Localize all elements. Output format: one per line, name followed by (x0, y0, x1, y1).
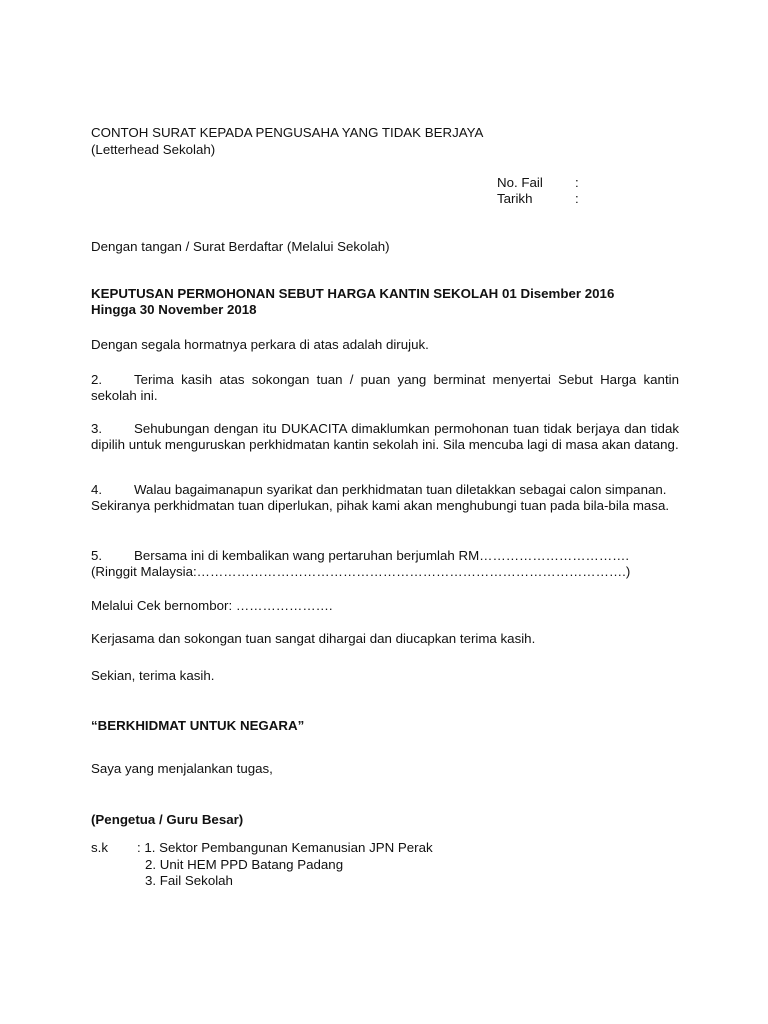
intro-paragraph: Dengan segala hormatnya perkara di atas adalah dirujuk. (91, 337, 429, 352)
delivery-method: Dengan tangan / Surat Berdaftar (Melalui Sekolah) (91, 239, 390, 254)
paragraph-5-amount: Bersama ini di kembalikan wang pertaruhan berjumlah RM……………………………. (134, 548, 630, 563)
paragraph-2 (91, 372, 679, 404)
paragraph-2-text: Terima kasih atas sokongan tuan / puan yang berminat menyertai Sebut Harga kantin sekolah ini. (91, 372, 679, 403)
sk-item-2: 2. Unit HEM PPD Batang Padang (145, 857, 344, 872)
sk-label: s.k (91, 840, 108, 855)
file-number-row (497, 175, 579, 191)
sk-item-1: : 1. Sektor Pembangunan Kemanusian JPN Perak (137, 840, 433, 855)
motto: “BERKHIDMAT UNTUK NEGARA” (91, 718, 305, 733)
paragraph-5-line-1 (91, 548, 711, 564)
subject-line-2: Hingga 30 November 2018 (91, 302, 257, 317)
sk-item-3: 3. Fail Sekolah (145, 873, 233, 888)
date-label: Tarikh (497, 191, 533, 206)
file-number-label: No. Fail (497, 175, 543, 190)
paragraph-4-number: 4. (91, 482, 103, 497)
letter-title: CONTOH SURAT KEPADA PENGUSAHA YANG TIDAK BERJAYA (91, 125, 484, 140)
signatory: (Pengetua / Guru Besar) (91, 812, 244, 827)
paragraph-3-number: 3. (91, 421, 103, 436)
paragraph-3 (91, 421, 679, 453)
paragraph-4-text: Walau bagaimanapun syarikat dan perkhidmatan tuan diletakkan sebagai calon simpanan. Sekiranya perkhidmatan tuan diperlukan, pihak kami akan menghubungi tuan pada bila-bila masa. (91, 482, 670, 513)
letterhead-placeholder: (Letterhead Sekolah) (91, 142, 216, 157)
paragraph-5-line-2: (Ringgit Malaysia:…………………………………………………………………………………….) (91, 564, 631, 579)
signoff: Saya yang menjalankan tugas, (91, 761, 273, 776)
file-number-colon: : (575, 175, 579, 190)
date-colon: : (575, 191, 579, 206)
paragraph-3-text: Sehubungan dengan itu DUKACITA dimaklumkan permohonan tuan tidak berjaya dan tidak dipilih untuk menguruskan perkhidmatan kantin sekolah ini. Sila mencuba lagi di masa akan datang. (91, 421, 679, 452)
thanks-paragraph: Kerjasama dan sokongan tuan sangat dihargai dan diucapkan terima kasih. (91, 631, 536, 646)
sk-row-1 (91, 840, 433, 856)
paragraph-4 (91, 482, 679, 514)
subject-line-1: KEPUTUSAN PERMOHONAN SEBUT HARGA KANTIN SEKOLAH 01 Disember 2016 (91, 286, 615, 301)
paragraph-5-number: 5. (91, 548, 103, 563)
cheque-number: Melalui Cek bernombor: …………………. (91, 598, 333, 613)
date-row (497, 191, 579, 207)
paragraph-2-number: 2. (91, 372, 103, 387)
closing-line: Sekian, terima kasih. (91, 668, 215, 683)
